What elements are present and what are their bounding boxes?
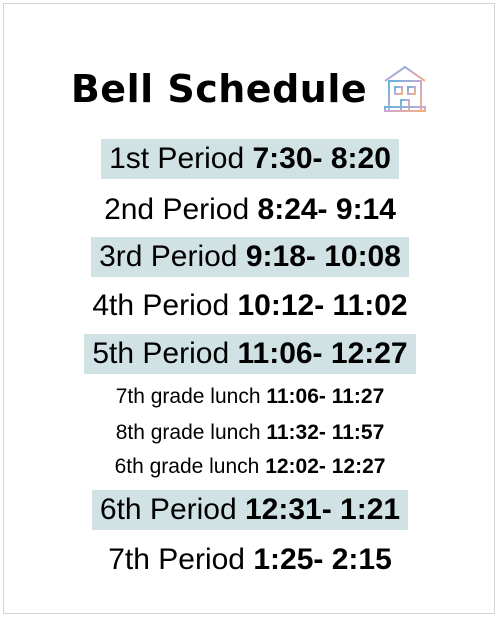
row-highlight [101,139,399,179]
period-label: 4th Period [92,289,230,322]
schedule-row-4th-period [0,286,500,326]
period-time: 10:12- 11:02 [237,289,408,322]
row-content [96,190,404,230]
schedule-row-3rd-period [0,237,500,277]
period-label: 3rd Period [99,240,238,273]
period-time: 7:30- 8:20 [252,142,391,175]
period-time: 8:24- 9:14 [257,193,396,226]
page-title: Bell Schedule [70,67,368,111]
lunch-time: 11:06- 11:27 [266,385,385,408]
row-content [115,456,386,477]
row-content [100,540,400,580]
schedule-row-6th-grade-lunch [0,456,500,477]
period-label: 5th Period [92,337,230,370]
row-content [116,422,385,443]
period-time: 11:06- 12:27 [237,337,408,370]
schedule-row-8th-grade-lunch [0,422,500,443]
schedule-row-2nd-period [0,190,500,230]
period-label: 6th Period [99,493,237,526]
period-label: 7th Period [108,543,245,576]
row-content [84,286,415,326]
header [0,53,500,125]
lunch-label: 7th grade lunch [115,385,261,408]
lunch-time: 11:32- 11:57 [266,421,385,444]
schedule-row-1st-period [0,139,500,179]
row-highlight [91,237,409,277]
schedule-row-7th-grade-lunch [0,386,500,407]
schedule-row-7th-period [0,540,500,580]
period-time: 9:18- 10:08 [245,240,401,273]
period-label: 2nd Period [104,193,250,226]
period-time: 12:31- 1:21 [245,493,401,526]
row-content [116,386,385,407]
lunch-label: 6th grade lunch [114,455,260,478]
row-highlight [92,490,408,530]
lunch-label: 8th grade lunch [115,421,261,444]
lunch-time: 12:02- 12:27 [265,455,386,478]
row-highlight [84,334,415,374]
period-label: 1st Period [109,142,245,175]
schedule-row-6th-period [0,490,500,530]
schedule-row-5th-period [0,334,500,374]
period-time: 1:25- 2:15 [253,543,392,576]
school-building-icon [381,63,429,115]
